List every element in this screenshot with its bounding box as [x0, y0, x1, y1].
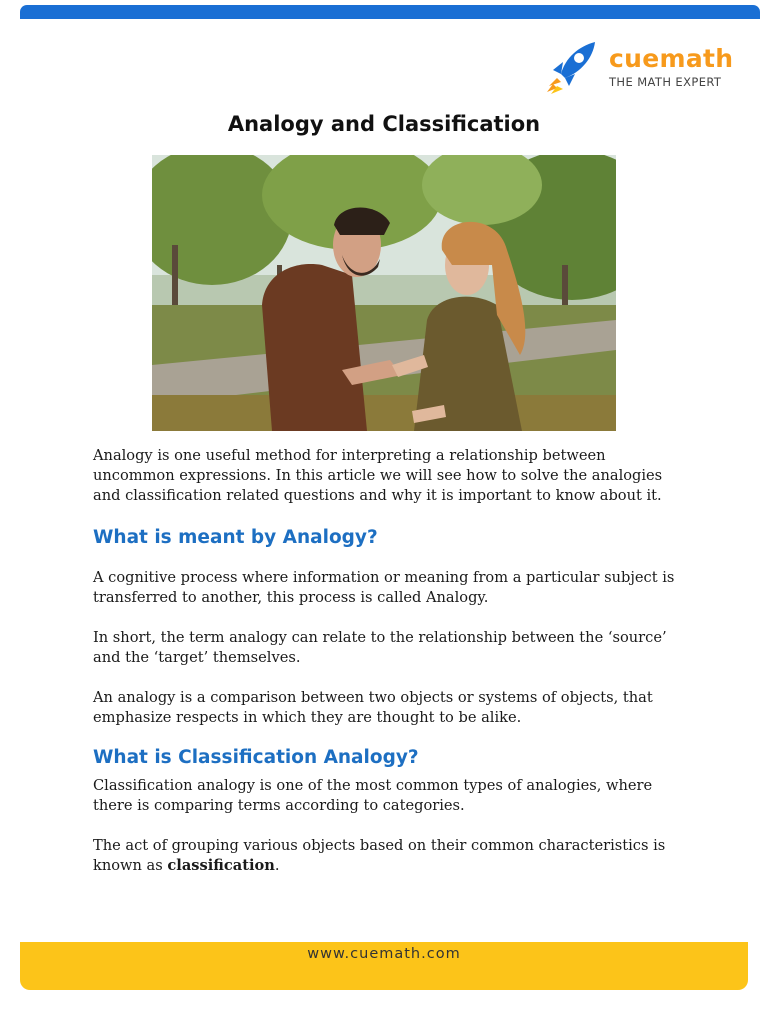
- cuemath-logo: [543, 40, 733, 94]
- brand-name: cuemath: [609, 44, 734, 73]
- classification-period: .: [274, 857, 280, 874]
- heading-classification-analogy: What is Classification Analogy?: [93, 747, 419, 768]
- classification-text: The act of grouping various objects based on their common characteristics is known as: [93, 837, 666, 874]
- article-body: [93, 446, 683, 876]
- classification-term: classification: [167, 857, 275, 874]
- classification-paragraph-2: [93, 836, 683, 876]
- page-title: Analogy and Classification: [227, 112, 541, 136]
- footer-bar: [20, 942, 748, 990]
- intro-paragraph: Analogy is one useful method for interpreting a relationship between uncommon expressions. In this article we will see how to solve the analogies and classification related questions and why it is important to know about it.: [93, 447, 663, 504]
- brand-tagline: THE MATH EXPERT: [609, 75, 722, 89]
- top-accent-bar: [20, 5, 760, 19]
- couple-photo: [152, 155, 616, 431]
- heading-what-is-analogy: What is meant by Analogy?: [93, 527, 378, 548]
- classification-paragraph-1: Classification analogy is one of the most common types of analogies, where there is comparing terms according to categories.: [93, 777, 653, 814]
- analogy-paragraph-1: A cognitive process where information or meaning from a particular subject is transferred to another, this process is called Analogy.: [93, 569, 675, 606]
- analogy-paragraph-2: In short, the term analogy can relate to the relationship between the ‘source’ and the ‘target’ themselves.: [93, 629, 667, 666]
- footer-website-link[interactable]: www.cuemath.com: [307, 946, 461, 962]
- analogy-paragraph-3: An analogy is a comparison between two objects or systems of objects, that emphasize respects in which they are thought to be alike.: [93, 689, 653, 726]
- rocket-icon: [543, 40, 599, 94]
